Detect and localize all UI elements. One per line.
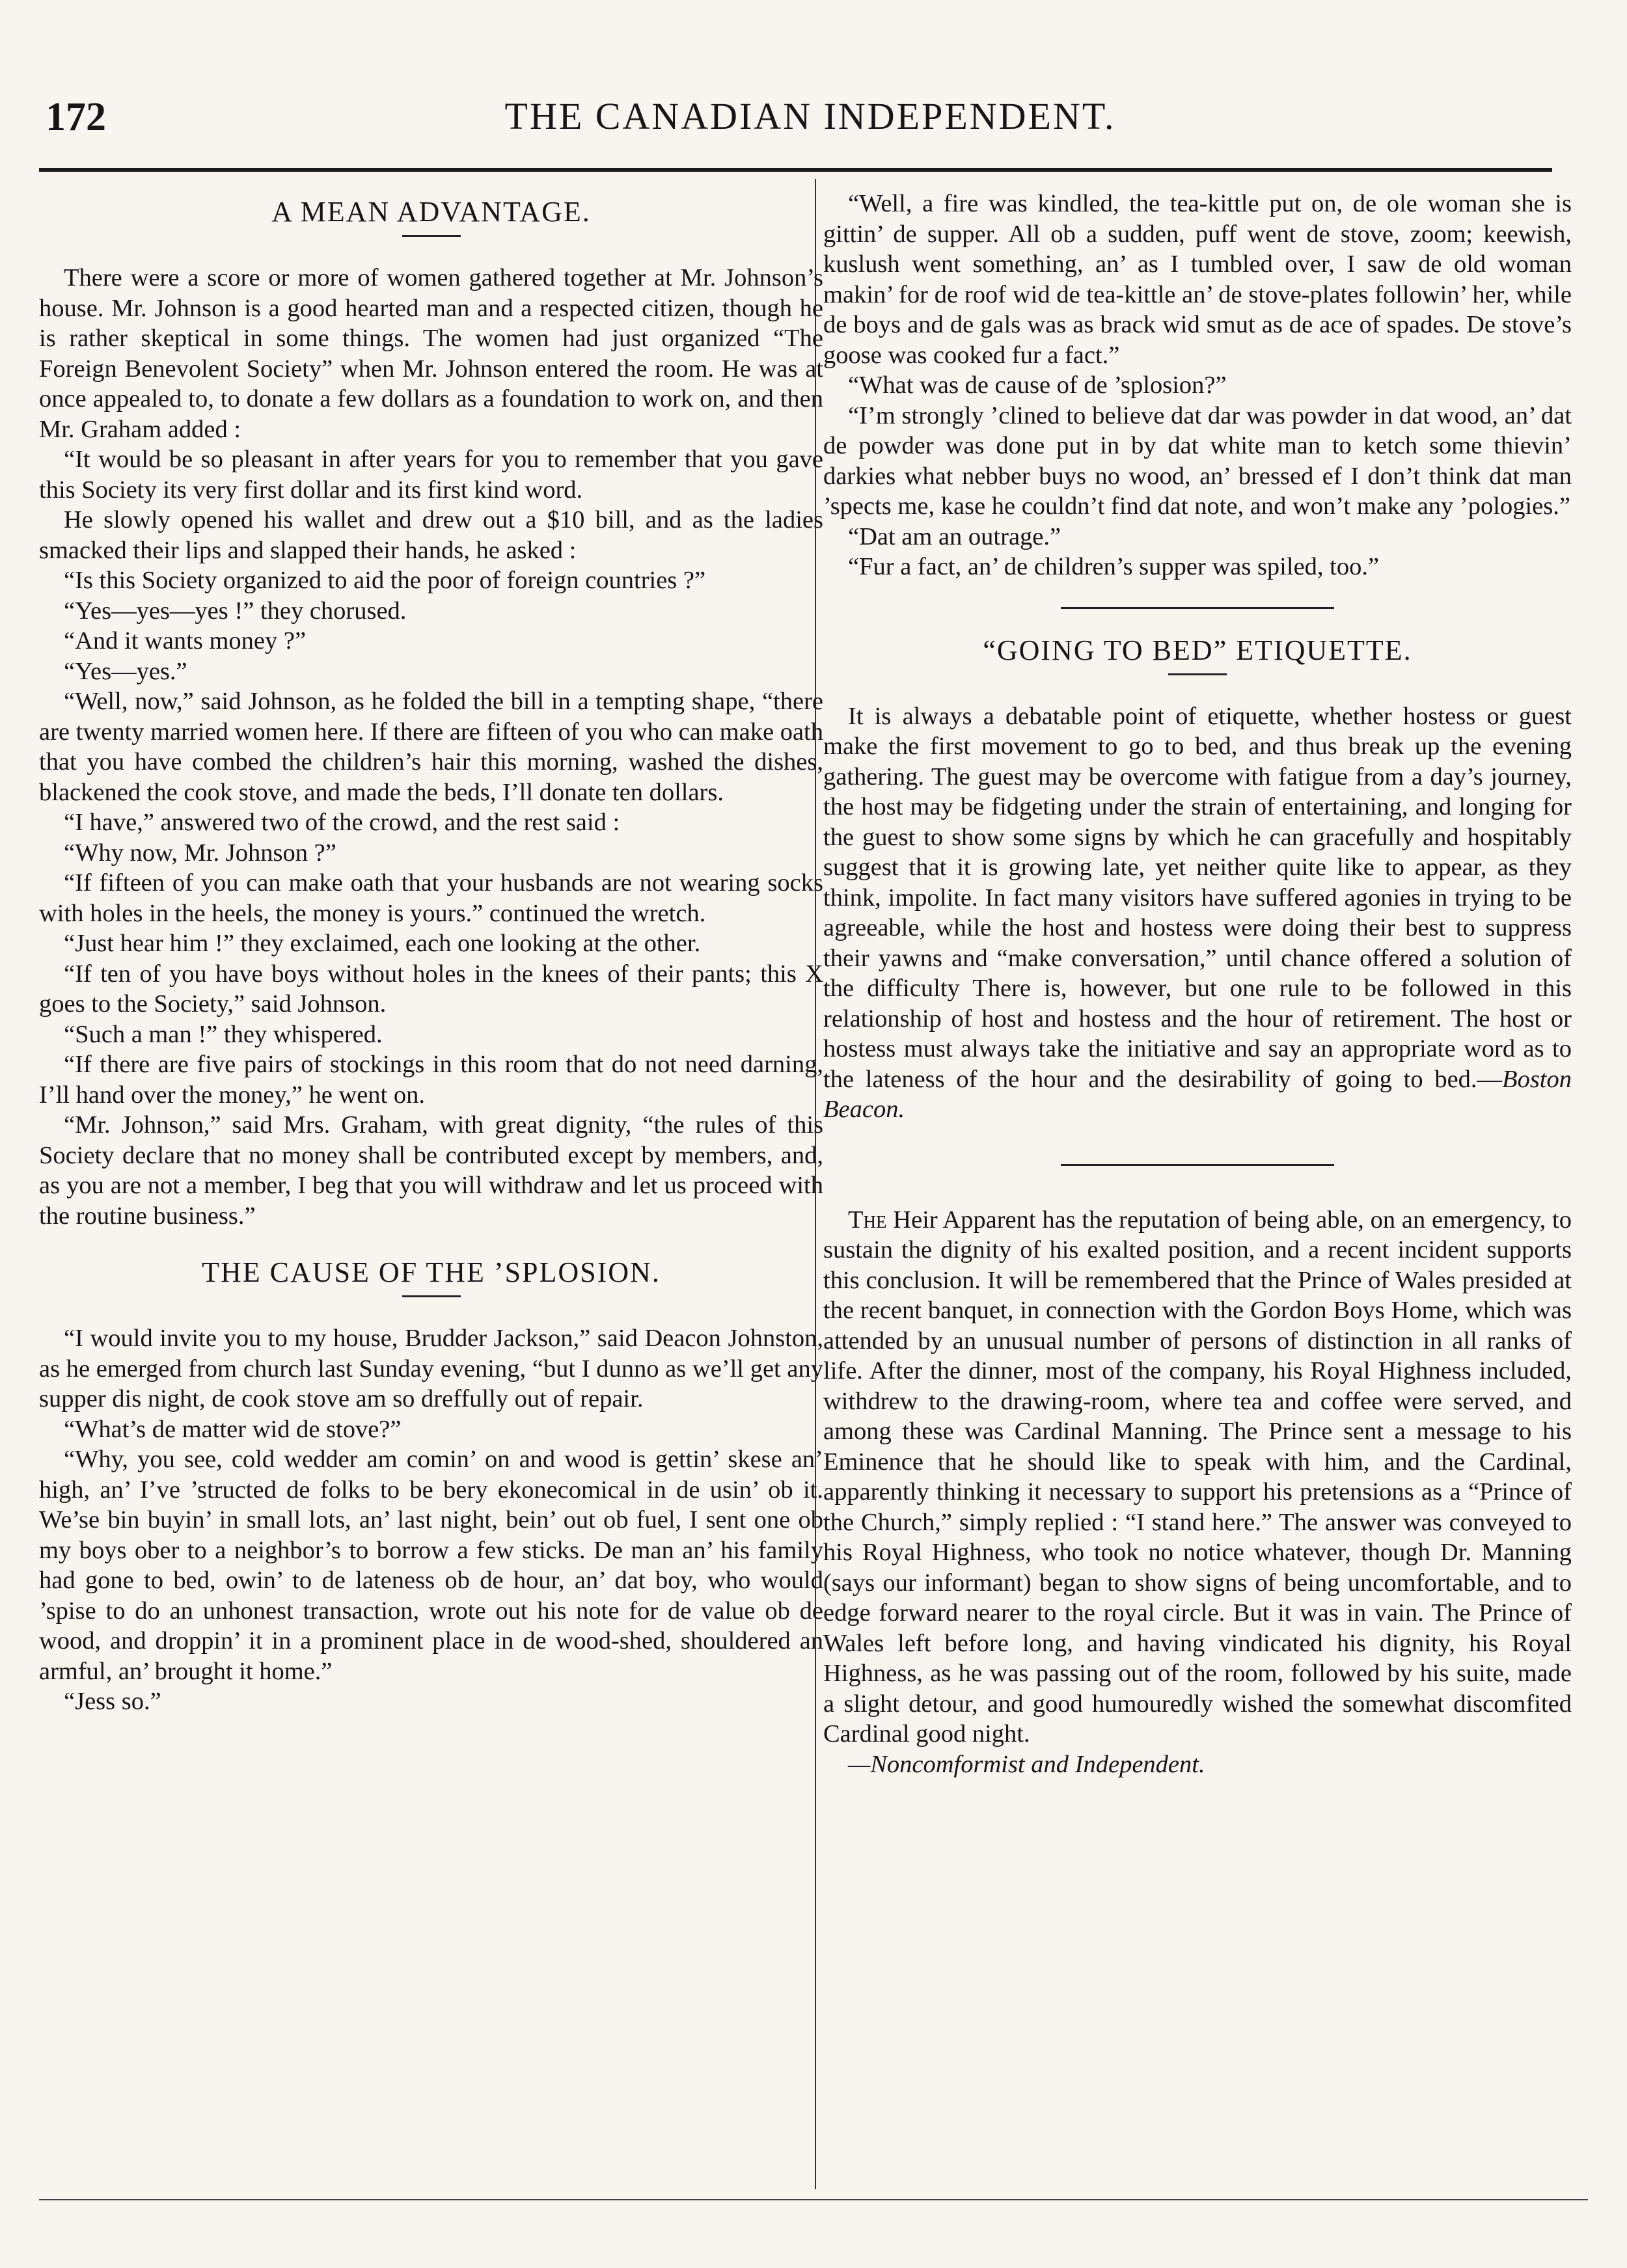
title-rule	[402, 1295, 461, 1297]
paragraph: There were a score or more of women gathered together at Mr. Johnson’s house. Mr. Johnson is a good hearted man and a respected citizen, though he is rather skeptical in some things. The women had just organized “The Foreign Benevolent Society” when Mr. Johnson entered the room. He was at once appealed to, to donate a few dollars as a foundation to work on, and then Mr. Graham added :	[39, 264, 823, 443]
paragraph: “Yes—yes—yes !” they chorused.	[64, 597, 407, 625]
paragraph: “Is this Society organized to aid the poor of foreign countries ?”	[64, 567, 706, 594]
paragraph: “If there are five pairs of stockings in this room that do not need darning, I’ll hand over the money,” he went on.	[39, 1051, 823, 1109]
paragraph: “What’s de matter wid de stove?”	[64, 1415, 402, 1443]
left-column	[39, 182, 823, 1717]
paragraph: “Mr. Johnson,” said Mrs. Graham, with great dignity, “the rules of this Society declare that no money shall be contributed except by members, and, as you are not a member, I beg that you will withdraw and let us proceed with the routine business.”	[39, 1111, 823, 1230]
lead-word: The	[848, 1206, 887, 1234]
paragraph: “Dat am an outrage.”	[848, 522, 1061, 550]
attribution: Boston Beacon.	[823, 1065, 1572, 1123]
etiquette-body: It is always a debatable point of etiquette, whether hostess or guest make the first movement to go to bed, and thus break up the evening gathering. The guest may be overcome with fatigue from a day’s journey, the host may be fidgeting under the strain of entertaining, and longing for the guest to show some signs by which he can gracefully and hospitably suggest that it is growing late, yet neither quite like to appear, as they think, impolite. In fact many visitors have suffered agonies in trying to be agreeable, while the host and hostess were doing their best to suppress their yawns and “make conversation,” until chance offered a solution of the difficulty There is, however, but one rule to be followed in this relationship of host and hostess and the hour of retirement. The host or hostess must always take the initiative and say an appropriate word as to the lateness of the hour and the desirability of going to bed.—	[823, 702, 1572, 1093]
paragraph	[823, 701, 1572, 1125]
paragraph: “I’m strongly ’clined to believe dat dar was powder in dat wood, an’ dat de powder was done put in by dat white man to ketch some thievin’ darkies what nebber buys no wood, an’ bressed ef I don’t think dat man ’spects me, kase he couldn’t find dat note, and won’t make any ’pologies.”	[823, 401, 1572, 520]
paragraph: “It would be so pleasant in after years for you to remember that you gave this Society its very first dollar and its first kind word.	[39, 446, 823, 504]
page-number: 172	[46, 95, 106, 139]
paragraph: “What was de cause of de ’splosion?”	[848, 371, 1227, 399]
right-column	[823, 182, 1572, 1779]
paragraph: “I would invite you to my house, Brudder Jackson,” said Deacon Johnston, as he emerged from church last Sunday evening, “but I dunno as we’ll get any supper dis night, de cook stove am so dreffully out of repair.	[39, 1325, 823, 1412]
article-title-splosion: THE CAUSE OF THE ’SPLOSION.	[202, 1256, 661, 1288]
paragraph: “I have,” answered two of the crowd, and the rest said :	[64, 809, 620, 836]
paragraph: “Well, a fire was kindled, the tea-kittle put on, de ole woman she is gittin’ de supper. All ob a sudden, puff went de stove, zoom; keewish, kuslush went something, an’ as I tumbled over, I saw de old woman makin’ for de roof wid de tea-kittle an’ de stove-plates followin’ her, while de boys and de gals was as brack wid smut as de ace of spades. De stove’s goose was cooked fur a fact.”	[823, 190, 1572, 369]
title-rule	[402, 235, 461, 237]
paragraph: “Just hear him !” they exclaimed, each one looking at the other.	[64, 930, 701, 957]
title-rule	[1168, 673, 1227, 675]
paragraph: He slowly opened his wallet and drew out a $10 bill, and as the ladies smacked their lips and slapped their hands, he asked :	[39, 506, 823, 564]
paragraph: “Yes—yes.”	[64, 657, 187, 685]
article-title-mean-advantage: A MEAN ADVANTAGE.	[271, 196, 591, 228]
paragraph: “And it wants money ?”	[64, 627, 307, 655]
paragraph	[823, 1205, 1572, 1749]
paragraph: “Why, you see, cold wedder am comin’ on and wood is gettin’ skese an’ high, an’ I’ve ’structed de folks to be bery ekonecomical in de usin’ ob it. We’se bin buyin’ in small lots, an’ last night, bein’ out ob fuel, I sent one ob my boys ober to a neighbor’s to borrow a few sticks. De man an’ his family had gone to bed, owin’ to de lateness ob de hour, an’ dat boy, who would ’spise to do an unhonest transaction, wrote out his note for de value ob de wood, and droppin’ it in a prominent place in de wood-shed, shouldered an armful, an’ brought it home.”	[39, 1446, 823, 1685]
paragraph: “If fifteen of you can make oath that your husbands are not wearing socks with holes in the heels, the money is yours.” continued the wretch.	[39, 869, 823, 927]
article-title-going-to-bed: “GOING TO BED” ETIQUETTE.	[983, 634, 1412, 666]
bottom-rule	[39, 2199, 1588, 2200]
header-rule	[39, 168, 1552, 172]
paragraph: “Well, now,” said Johnson, as he folded the bill in a tempting shape, “there are twenty married women here. If there are fifteen of you who can make oath that you have combed the children’s hair this morning, washed the dishes, blackened the cook stove, and made the beds, I’ll donate ten dollars.	[39, 688, 823, 806]
section-rule	[1061, 1164, 1334, 1166]
paragraph: “If ten of you have boys without holes in the knees of their pants; this X goes to the Society,” said Johnson.	[39, 960, 823, 1018]
paragraph: “Fur a fact, an’ de children’s supper was spiled, too.”	[848, 553, 1380, 580]
paragraph: “Such a man !” they whispered.	[64, 1020, 383, 1048]
page-header	[26, 94, 1594, 146]
heir-apparent-body: Heir Apparent has the reputation of being able, on an emergency, to sustain the dignity of his exalted position, and a recent incident supports this conclusion. It will be remembered that the Prince of Wales presided at the recent banquet, in connection with the Gordon Boys Home, which was attended by an unusual number of persons of distinction in all ranks of life. After the dinner, most of the company, his Royal Highness included, withdrew to the drawing-room, where tea and coffee were served, and among these was Cardinal Manning. The Prince sent a message to his Eminence that he should like to speak with him, and the Cardinal, apparently thinking it necessary to support his pretensions as a “Prince of the Church,” simply replied : “I stand here.” The answer was conveyed to his Royal Highness, who took no notice whatever, though Dr. Manning (says our informant) began to show signs of being uncomfortable, and to edge forward nearer to the royal circle. But it was in vain. The Prince of Wales left before long, and having vindicated his dignity, his Royal Highness, as he was passing out of the room, followed by his suite, made a slight detour, and good humouredly wished the somewhat discomfited Cardinal good night.	[823, 1206, 1572, 1748]
paragraph: “Why now, Mr. Johnson ?”	[64, 839, 336, 867]
paragraph: “Jess so.”	[64, 1688, 161, 1715]
masthead-title: THE CANADIAN INDEPENDENT.	[504, 95, 1116, 137]
section-rule	[1061, 607, 1334, 609]
attribution: —Noncomformist and Independent.	[848, 1750, 1205, 1778]
